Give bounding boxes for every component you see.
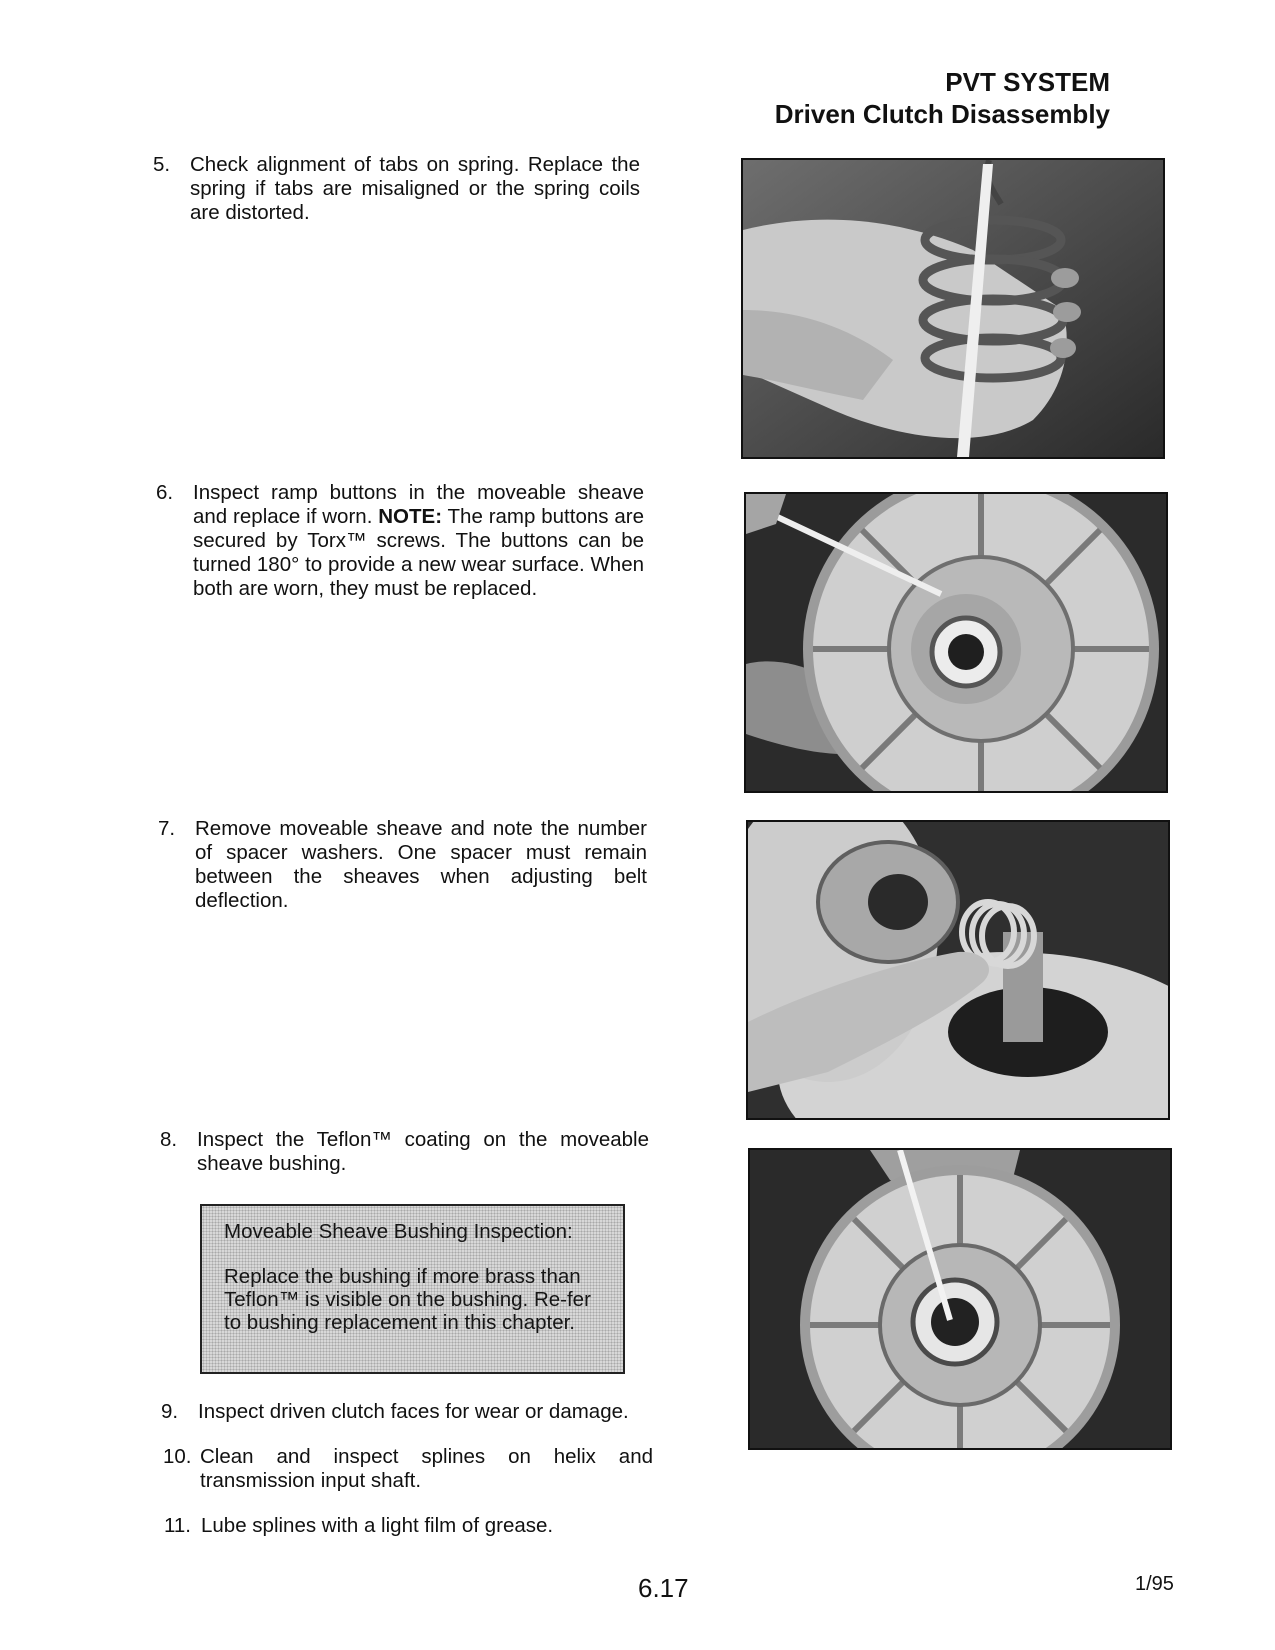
bushing-inspection-photo (748, 1148, 1172, 1450)
spacer-washers-photo (746, 820, 1170, 1120)
step-text: Check alignment of tabs on spring. Replace the spring if tabs are misaligned or the spring coils are distorted. (190, 153, 640, 224)
note-label: NOTE: (378, 505, 443, 528)
page-title: Driven Clutch Disassembly (774, 99, 1110, 129)
page-number: 6.17 (638, 1573, 689, 1603)
callout-title: Moveable Sheave Bushing Inspection: (224, 1220, 573, 1243)
step-number: 11. (164, 1514, 191, 1537)
step-number: 6. (156, 481, 174, 504)
step-text: Inspect driven clutch faces for wear or damage. (198, 1400, 629, 1423)
step-text: Inspect the Teflon™ coating on the moveable sheave bushing. (197, 1128, 649, 1175)
inspection-callout-box (200, 1204, 625, 1374)
step-text: Clean and inspect splines on helix and transmission input shaft. (200, 1445, 653, 1492)
step-number: 7. (158, 817, 176, 840)
step-number: 9. (161, 1400, 179, 1423)
revision-date: 1/95 (1135, 1573, 1174, 1595)
step-text: Remove moveable sheave and note the number of spacer washers. One spacer must remain between the sheaves when adjusting belt deflection. (195, 817, 647, 912)
section-title: PVT SYSTEM (945, 67, 1110, 97)
step-number: 5. (153, 153, 171, 176)
step-text: Inspect ramp buttons in the moveable sheave and replace if worn. NOTE: The ramp buttons are secured by Torx™ screws. The buttons can be turned 180° to provide a new wear surface. When both are worn, they must be replaced. (193, 481, 644, 600)
step-number: 10. (163, 1445, 192, 1468)
ramp-buttons-photo (744, 492, 1168, 793)
step-text: Lube splines with a light film of grease. (201, 1514, 554, 1537)
callout-body: Replace the bushing if more brass than Teflon™ is visible on the bushing. Re-fer to bushing replacement in this chapter. (224, 1265, 591, 1334)
spring-alignment-photo (741, 158, 1165, 459)
step-number: 8. (160, 1128, 178, 1151)
